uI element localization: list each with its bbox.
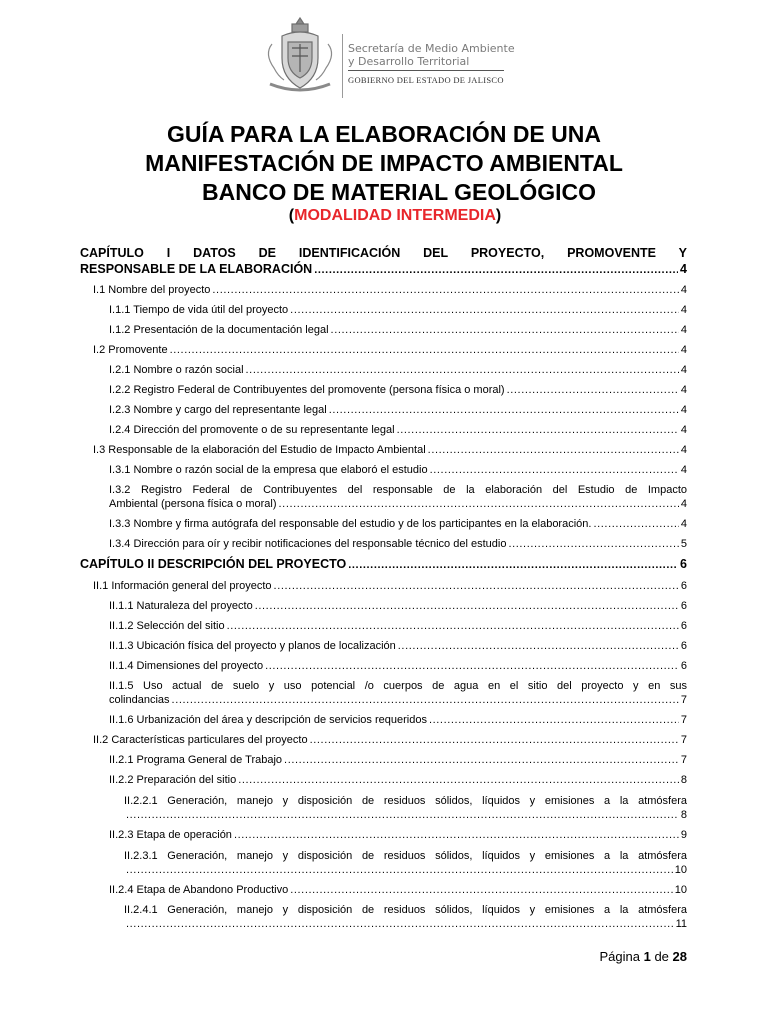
toc-entry-i2[interactable] [93, 344, 687, 357]
toc-leader-dots [430, 464, 679, 477]
toc-leader-dots [508, 538, 678, 551]
toc-leader-dots [126, 864, 673, 877]
toc-entry-text: I.2.3 Nombre y cargo del representante legal [109, 404, 327, 416]
modalidad-open-paren: ( [288, 207, 295, 224]
title-line-3: BANCO DE MATERIAL GEOLÓGICO [202, 179, 596, 205]
toc-entry-ii2-1[interactable] [109, 754, 687, 767]
toc-entry-text: I.2.1 Nombre o razón social [109, 364, 244, 376]
toc-entry-ii2-2-1[interactable] [124, 809, 687, 822]
toc-page-number: 4 [680, 424, 687, 436]
toc-leader-dots [398, 640, 679, 653]
toc-leader-dots [172, 694, 679, 707]
toc-entry-i3-2-line1[interactable] [109, 484, 687, 497]
toc-entry-ii2-3-1-line1[interactable] [124, 850, 687, 863]
toc-entry-text: I.1.2 Presentación de la documentación legal [109, 324, 329, 336]
toc-page-number: 6 [680, 620, 687, 632]
toc-entry-text: II.1.5 Uso actual de suelo y uso potencial /o cuerpos de agua en el sitio del proyecto y en sus [109, 680, 687, 692]
toc-entry-i2-1[interactable] [109, 364, 687, 377]
toc-page-number: 8 [680, 774, 687, 786]
toc-leader-dots [126, 918, 674, 931]
toc-page-number: 4 [680, 518, 687, 530]
total-pages: 28 [672, 949, 687, 964]
toc-entry-text: II.2.3 Etapa de operación [109, 829, 232, 841]
toc-page-number: 7 [680, 734, 687, 746]
secretaria-line-2: y Desarrollo Territorial [348, 55, 470, 68]
toc-page-number: 9 [680, 829, 687, 841]
toc-entry-text: I.1 Nombre del proyecto [93, 284, 211, 296]
toc-leader-dots [397, 424, 679, 437]
title-line-2: MANIFESTACIÓN DE IMPACTO AMBIENTAL [145, 150, 623, 176]
toc-entry-text: I.3.4 Dirección para oír y recibir notificaciones del responsable técnico del estudio [109, 538, 507, 550]
toc-leader-dots [290, 304, 679, 317]
secretaria-line-1: Secretaría de Medio Ambiente [348, 42, 515, 55]
toc-leader-dots [246, 364, 679, 377]
toc-entry-ii2-2-1-line1[interactable] [124, 795, 687, 808]
toc-page-number: 5 [680, 538, 687, 550]
toc-leader-dots [507, 384, 679, 397]
toc-page-number: 4 [680, 498, 687, 510]
toc-entry-text: II.2 Características particulares del proyecto [93, 734, 308, 746]
toc-entry-text: II.1 Información general del proyecto [93, 580, 272, 592]
toc-entry-i1[interactable] [93, 284, 687, 297]
toc-entry-i2-2[interactable] [109, 384, 687, 397]
toc-leader-dots [279, 498, 679, 511]
toc-entry-ii2-3-1[interactable] [124, 864, 687, 877]
toc-entry-text: Ambiental (persona física o moral) [109, 498, 277, 510]
pagina-label: Página [599, 949, 640, 964]
toc-leader-dots [593, 518, 678, 531]
toc-entry-ii2-2[interactable] [109, 774, 687, 787]
toc-entry-text: I.2.2 Registro Federal de Contribuyentes del promovente (persona física o moral) [109, 384, 505, 396]
toc-entry-ii1-5-line1[interactable] [109, 680, 687, 693]
toc-entry-text: II.2.3.1 Generación, manejo y disposición de residuos sólidos, líquidos y emisiones a la atmósfera [124, 850, 687, 862]
toc-entry-text: I.2 Promovente [93, 344, 168, 356]
toc-page-number: 4 [680, 384, 687, 396]
toc-page-number: 8 [680, 809, 687, 821]
toc-entry-ii1-2[interactable] [109, 620, 687, 633]
toc-page-number: 4 [680, 304, 687, 316]
de-label: de [654, 949, 669, 964]
toc-entry-cap2[interactable] [80, 558, 687, 572]
toc-leader-dots [212, 284, 678, 297]
toc-entry-ii2[interactable] [93, 734, 687, 747]
secretaria-name [348, 42, 515, 68]
toc-entry-text: II.2.4 Etapa de Abandono Productivo [109, 884, 289, 896]
toc-entry-i3-4[interactable] [109, 538, 687, 551]
toc-entry-text: I.3.3 Nombre y firma autógrafa del responsable del estudio y de los participantes en la elaboración. [109, 518, 592, 530]
toc-page-number: 6 [680, 640, 687, 652]
toc-entry-text: I.3 Responsable de la elaboración del Estudio de Impacto Ambiental [93, 444, 426, 456]
toc-leader-dots [255, 600, 679, 613]
toc-entry-text: RESPONSABLE DE LA ELABORACIÓN [80, 262, 313, 276]
toc-leader-dots [428, 444, 679, 457]
toc-page-number: 4 [680, 344, 687, 356]
toc-leader-dots [284, 754, 679, 767]
gobierno-label: GOBIERNO DEL ESTADO DE JALISCO [348, 75, 504, 85]
toc-entry-text: II.2.4.1 Generación, manejo y disposición de residuos sólidos, líquidos y emisiones a la atmósfera [124, 904, 687, 916]
toc-entry-text: I.3.1 Nombre o razón social de la empresa que elaboró el estudio [109, 464, 428, 476]
toc-entry-i2-4[interactable] [109, 424, 687, 437]
header-divider [342, 34, 343, 98]
toc-entry-ii1[interactable] [93, 580, 687, 593]
toc-entry-i2-3[interactable] [109, 404, 687, 417]
title-line-1: GUÍA PARA LA ELABORACIÓN DE UNA [166, 121, 601, 147]
toc-entry-i3[interactable] [93, 444, 687, 457]
toc-cap1-line1-text: CAPÍTULO I DATOS DE IDENTIFICACIÓN DEL PROYECTO, PROMOVENTE Y [80, 246, 687, 260]
toc-leader-dots [331, 324, 679, 337]
header-logo-block [262, 14, 522, 94]
toc-page-number: 6 [680, 660, 687, 672]
toc-entry-text: II.1.3 Ubicación física del proyecto y planos de localización [109, 640, 396, 652]
page-number-footer [599, 949, 687, 964]
toc-entry-i1-1[interactable] [109, 304, 687, 317]
toc-leader-dots [170, 344, 679, 357]
toc-leader-dots [126, 809, 679, 822]
toc-entry-ii2-4[interactable] [109, 884, 687, 897]
toc-entry-text: I.2.4 Dirección del promovente o de su representante legal [109, 424, 395, 436]
toc-leader-dots [429, 714, 679, 727]
toc-page-number: 4 [680, 284, 687, 296]
toc-entry-ii1-3[interactable] [109, 640, 687, 653]
toc-leader-dots [227, 620, 679, 633]
toc-page-number: 6 [680, 600, 687, 612]
modalidad-close-paren: ) [495, 207, 502, 224]
toc-page-number: 7 [680, 714, 687, 726]
toc-entry-ii2-4-1-line1[interactable] [124, 904, 687, 917]
toc-entry-ii1-6[interactable] [109, 714, 687, 727]
toc-leader-dots [348, 559, 678, 572]
toc-entry-text: I.1.1 Tiempo de vida útil del proyecto [109, 304, 289, 316]
toc-entry-i3-3[interactable] [109, 518, 687, 531]
modalidad-subtitle [80, 205, 688, 227]
toc-page-number: 10 [674, 884, 687, 896]
toc-entry-text: I.3.2 Registro Federal de Contribuyentes del responsable de la elaboración del Estudio de Impacto [109, 484, 687, 496]
toc-entry-cap1[interactable] [80, 263, 687, 277]
toc-page-number: 4 [680, 324, 687, 336]
toc-page-number: 4 [680, 262, 687, 276]
toc-page-number: 7 [680, 754, 687, 766]
toc-entry-text: II.2.1 Programa General de Trabajo [109, 754, 283, 766]
toc-entry-text: II.2.2 Preparación del sitio [109, 774, 237, 786]
modalidad-label: MODALIDAD INTERMEDIA [294, 207, 496, 224]
toc-entry-text: CAPÍTULO II DESCRIPCIÓN DEL PROYECTO [80, 557, 347, 571]
toc-page-number: 6 [680, 557, 687, 571]
toc-entry-text: II.1.4 Dimensiones del proyecto [109, 660, 264, 672]
toc-page-number: 6 [680, 580, 687, 592]
toc-entry-text: colindancias [109, 694, 170, 706]
toc-entry-ii1-1[interactable] [109, 600, 687, 613]
toc-page-number: 10 [674, 864, 687, 876]
toc-leader-dots [265, 660, 679, 673]
toc-entry-ii2-3[interactable] [109, 829, 687, 842]
toc-leader-dots [314, 264, 678, 277]
toc-leader-dots [310, 734, 679, 747]
toc-entry-i3-2[interactable] [109, 498, 687, 511]
toc-entry-ii1-4[interactable] [109, 660, 687, 673]
toc-page-number: 4 [680, 404, 687, 416]
toc-entry-ii1-5[interactable] [109, 694, 687, 707]
current-page: 1 [643, 949, 651, 964]
toc-entry-text: II.2.2.1 Generación, manejo y disposición de residuos sólidos, líquidos y emisiones a la atmósfera [124, 795, 687, 807]
toc-entry-ii2-4-1[interactable] [124, 918, 687, 931]
toc-page-number: 4 [680, 444, 687, 456]
toc-entry-i3-1[interactable] [109, 464, 687, 477]
jalisco-coat-of-arms-icon [262, 14, 338, 94]
toc-leader-dots [238, 774, 679, 787]
toc-entry-text: II.1.2 Selección del sitio [109, 620, 225, 632]
header-rule [348, 70, 504, 71]
toc-page-number: 4 [680, 364, 687, 376]
toc-entry-text: II.1.6 Urbanización del área y descripción de servicios requeridos [109, 714, 427, 726]
toc-entry-i1-2[interactable] [109, 324, 687, 337]
toc-page-number: 7 [680, 694, 687, 706]
toc-leader-dots [274, 580, 679, 593]
toc-leader-dots [234, 829, 679, 842]
toc-leader-dots [329, 404, 679, 417]
toc-entry-text: II.1.1 Naturaleza del proyecto [109, 600, 253, 612]
toc-cap1-line1[interactable] [80, 246, 687, 261]
toc-leader-dots [290, 884, 673, 897]
toc-page-number: 11 [675, 918, 687, 930]
toc-page-number: 4 [680, 464, 687, 476]
